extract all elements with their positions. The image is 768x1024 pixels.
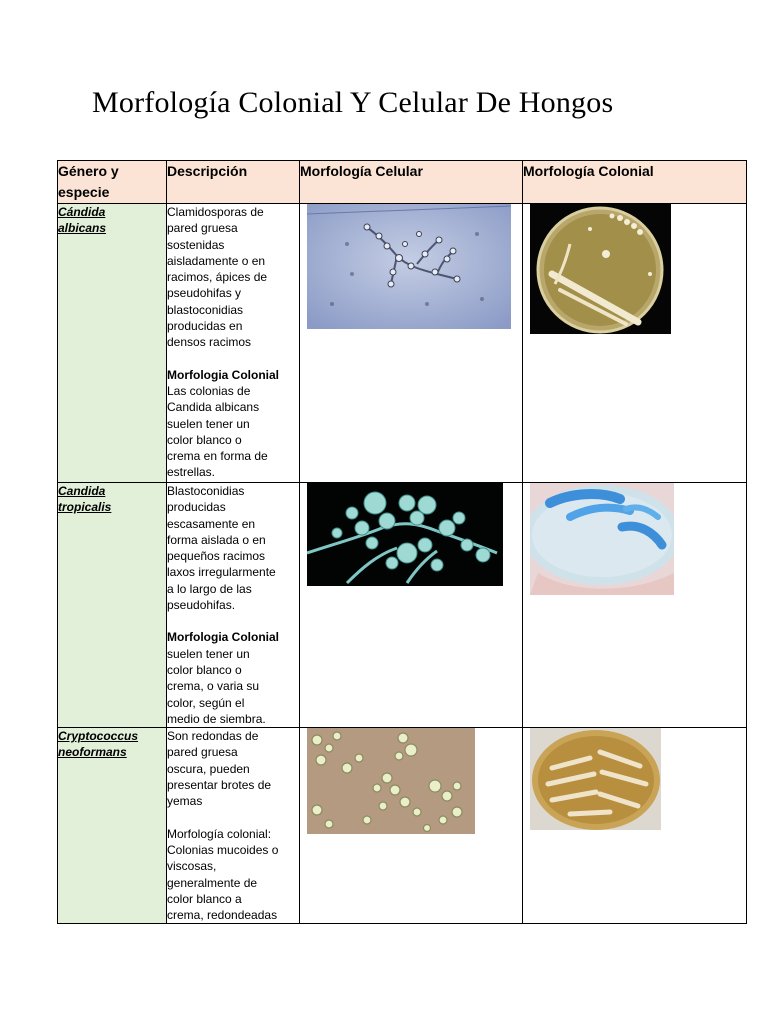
species-name-genus: Candida (58, 484, 106, 498)
description-line: yemas (167, 794, 203, 809)
cell-morphology-cell (300, 204, 523, 483)
colonial-line: suelen tener un (167, 646, 250, 661)
fungi-table (57, 160, 747, 924)
colonial-line: color blanco a (167, 891, 242, 906)
header-genus: Género y especie (58, 161, 167, 204)
description-line: laxos irregularmente (167, 565, 276, 580)
colonial-line: Morfología colonial: (167, 826, 272, 841)
colony-morphology-cell (523, 483, 747, 728)
colonial-line: medio de siembra. (167, 711, 266, 726)
colonial-line: color blanco o (167, 662, 242, 677)
colonial-heading: Morfologia Colonial (167, 630, 279, 645)
colonial-line: generalmente de (167, 875, 258, 890)
description-line: aisladamente o en (167, 253, 266, 268)
species-name-species: albicans (58, 221, 107, 235)
species-cell (58, 483, 167, 728)
description-line: densos racimos (167, 335, 252, 350)
cell-morphology-cell (300, 483, 523, 728)
page-title: Morfología Colonial Y Celular De Hongos (92, 86, 614, 119)
colony-morphology-cell (523, 204, 747, 483)
petri-dish-image (530, 204, 746, 334)
cell-morphology-cell (300, 728, 523, 924)
table-row (58, 204, 747, 483)
petri-dish-image (530, 728, 746, 830)
header-colony-morphology: Morfología Colonial (523, 161, 747, 204)
petri-dish-image (530, 483, 746, 595)
colonial-heading: Morfologia Colonial (167, 367, 279, 382)
table-header-row (58, 161, 747, 204)
colonial-line: suelen tener un (167, 416, 250, 431)
description-line: Blastoconidias (167, 484, 245, 498)
header-cell-morphology: Morfología Celular (300, 161, 523, 204)
micrograph-image (307, 483, 522, 586)
description-line: producidas en (167, 319, 243, 334)
colony-morphology-cell (523, 728, 747, 924)
description-line: pequeños racimos (167, 549, 266, 564)
description-line: oscura, pueden (167, 761, 250, 776)
description-line: Clamidosporas de (167, 205, 264, 219)
species-cell (58, 204, 167, 483)
species-name-genus: Cándida (58, 205, 106, 219)
description-line: pared gruesa (167, 745, 238, 760)
colonial-line: color blanco o (167, 432, 242, 447)
colonial-line: Colonias mucoides o (167, 842, 279, 857)
description-line: producidas (167, 500, 226, 515)
colonial-line: Las colonias de (167, 383, 251, 398)
species-name-genus: Cryptococcus (58, 729, 139, 744)
species-name-species: tropicalis (58, 500, 112, 514)
description-line: pared gruesa (167, 221, 238, 236)
species-cell (58, 728, 167, 924)
description-cell (167, 204, 300, 483)
description-cell (167, 483, 300, 728)
description-line: Son redondas de (167, 729, 259, 744)
colonial-line: estrellas. (167, 465, 216, 480)
table-row (58, 483, 747, 728)
description-line: a lo largo de las (167, 581, 252, 596)
description-line: sostenidas (167, 237, 225, 252)
species-name-species: neoformans (58, 745, 127, 760)
header-description: Descripción (167, 161, 300, 204)
description-line: pseudohifas. (167, 598, 236, 613)
colonial-line: crema en forma de (167, 449, 268, 464)
colonial-line: Candida albicans (167, 400, 260, 415)
description-line: forma aislada o en (167, 532, 266, 547)
colonial-line: crema, o varia su (167, 679, 260, 694)
description-line: racimos, ápices de (167, 270, 268, 285)
colonial-line: crema, redondeadas (167, 908, 278, 923)
micrograph-image (307, 204, 522, 329)
colonial-line: color, según el (167, 695, 245, 710)
colonial-line: viscosas, (167, 859, 217, 874)
description-line: blastoconidias (167, 302, 244, 317)
description-line: pseudohifas y (167, 286, 242, 301)
description-line: escasamente en (167, 516, 256, 531)
table-row (58, 728, 747, 924)
description-cell (167, 728, 300, 924)
description-line: presentar brotes de (167, 778, 272, 793)
micrograph-image (307, 728, 522, 834)
